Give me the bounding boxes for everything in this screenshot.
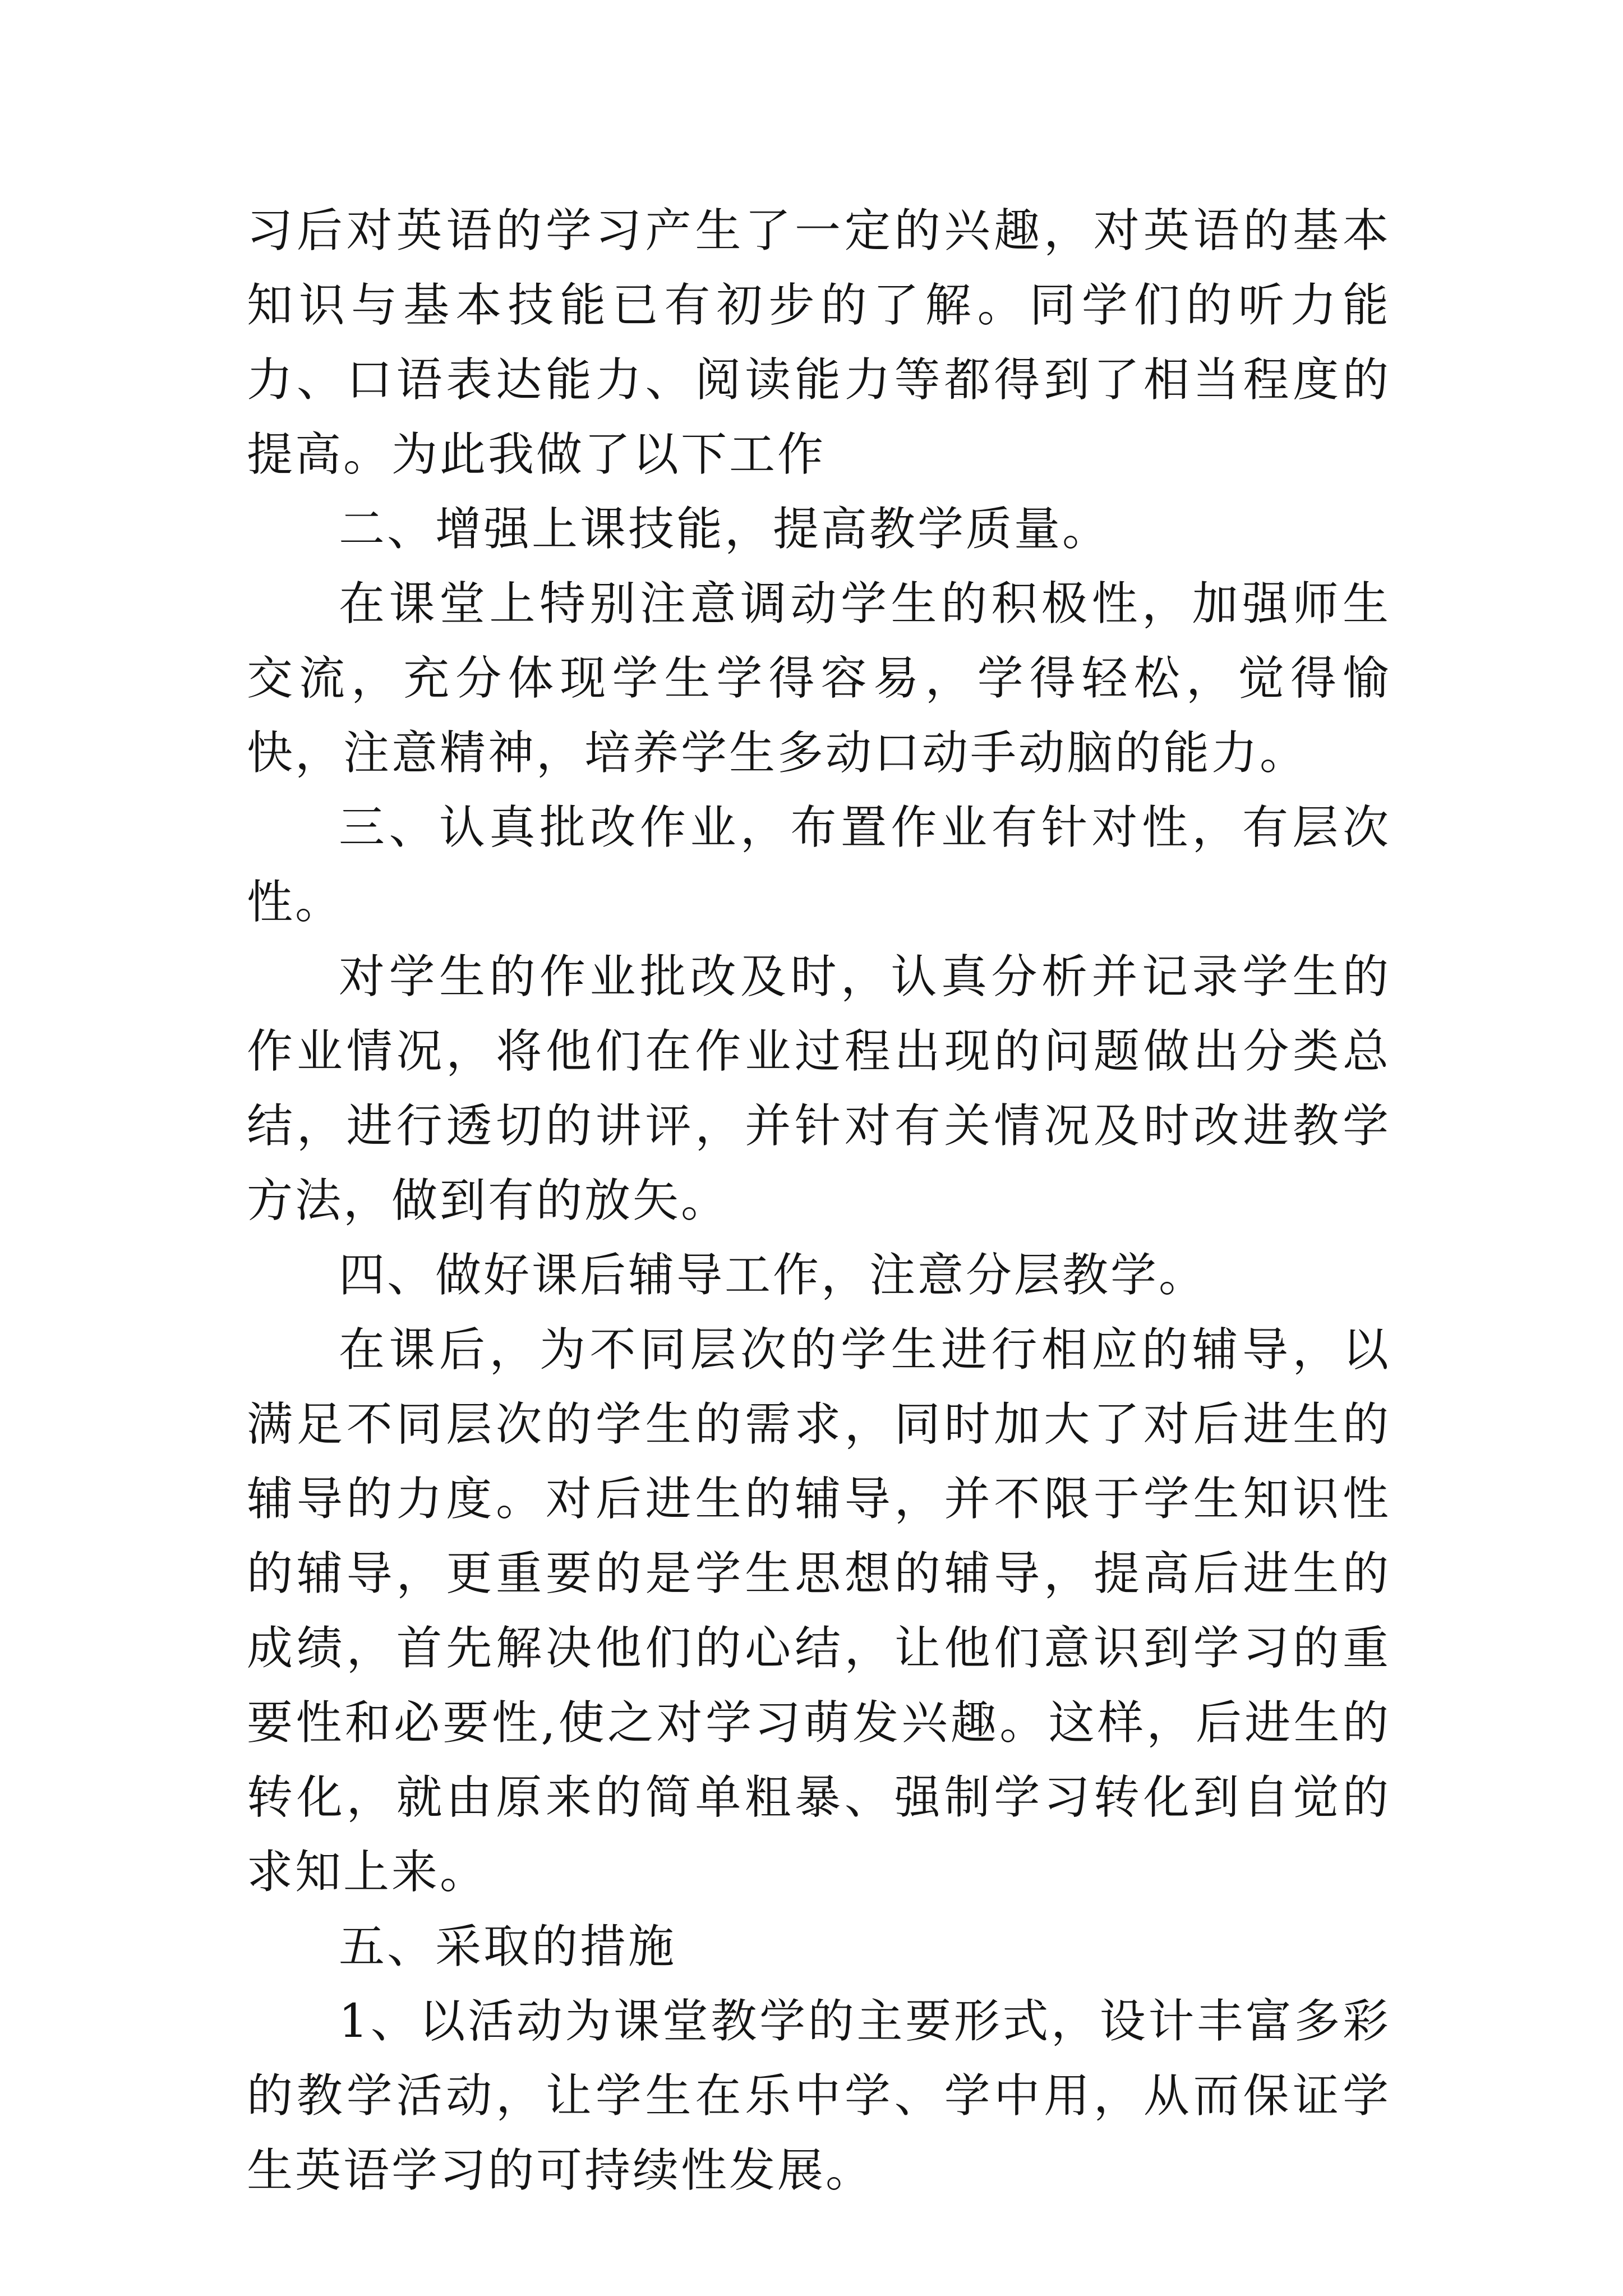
body-paragraph: 在课后，为不同层次的学生进行相应的辅导，以满足不同层次的学生的需求，同时加大了对后进生的辅导的力度。对后进生的辅导，并不限于学生知识性的辅导，更重要的是学生思想的辅导，提高后进生的成绩，首先解决他们的心结，让他们意识到学习的重要性和必要性,使之对学习萌发兴趣。这样，后进生的转化，就由原来的简单粗暴、强制学习转化到自觉的求知上来。 <box>247 1323 1391 1899</box>
list-item: 1、以活动为课堂教学的主要形式，设计丰富多彩的教学活动，让学生在乐中学、学中用，从而保证学生英语学习的可持续性发展。 <box>247 1995 1391 2197</box>
document-body <box>247 194 1391 2208</box>
section-heading-4: 四、做好课后辅导工作，注意分层教学。 <box>339 1249 1207 1302</box>
section-heading-2: 二、增强上课技能，提高教学质量。 <box>339 503 1111 556</box>
section-heading-3: 三、认真批改作业，布置作业有针对性，有层次性。 <box>247 801 1391 929</box>
body-paragraph-continued: 习后对英语的学习产生了一定的兴趣，对英语的基本知识与基本技能已有初步的了解。同学们的听力能力、口语表达能力、阅读能力等都得到了相当程度的提高。为此我做了以下工作 <box>247 204 1391 481</box>
section-heading-5: 五、采取的措施 <box>339 1920 677 1973</box>
body-paragraph: 在课堂上特别注意调动学生的积极性，加强师生交流，充分体现学生学得容易，学得轻松，觉得愉快，注意精神，培养学生多动口动手动脑的能力。 <box>247 577 1391 780</box>
body-paragraph: 对学生的作业批改及时，认真分析并记录学生的作业情况，将他们在作业过程出现的问题做出分类总结，进行透切的讲评，并针对有关情况及时改进教学方法，做到有的放矢。 <box>247 950 1391 1227</box>
